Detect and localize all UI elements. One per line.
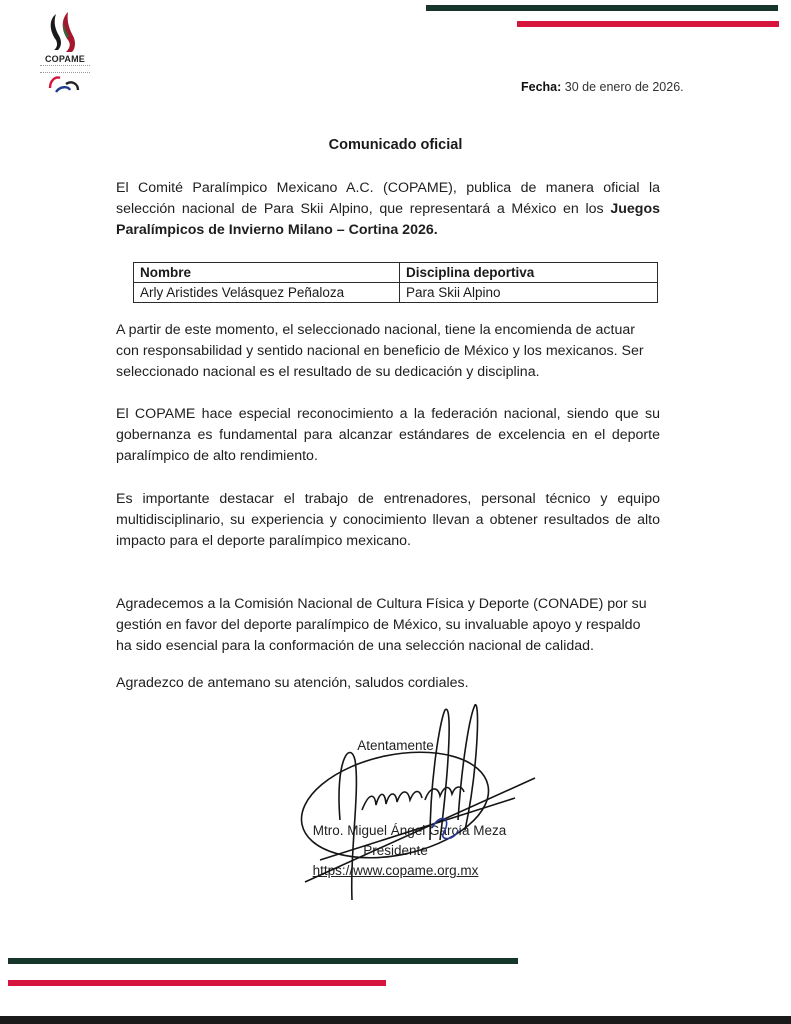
signature-closing: Atentamente [357, 738, 434, 753]
signatory-role: Presidente [363, 843, 428, 858]
header-red-stripe [517, 21, 779, 27]
header-cell-name: Nombre [134, 263, 400, 283]
paralympic-agitos-icon [46, 74, 82, 96]
bottom-edge [0, 1016, 791, 1024]
website-link[interactable]: https://www.copame.org.mx [312, 863, 479, 878]
document-title: Comunicado oficial [328, 137, 463, 153]
intro-event-name: Juegos Paralímpicos de Invierno Milano – Cortina 2026. [116, 201, 660, 238]
handwritten-signature-icon [280, 700, 560, 900]
header-cell-discipline: Disciplina deportiva [400, 263, 658, 283]
footer-green-stripe [8, 958, 518, 964]
footer-red-stripe [8, 980, 386, 986]
paragraph-closing: Agradezco de antemano su atención, saludos cordiales. [116, 675, 469, 691]
paragraph-staff: Es importante destacar el trabajo de entrenadores, personal técnico y equipo multidisciplinario, su experiencia y conocimiento llevan a obtener resultados de alto impacto para el deporte paralímpico mexicano. [116, 491, 660, 549]
date-value: 30 de enero de 2026. [561, 80, 684, 94]
logo-subtitle [40, 65, 90, 73]
intro-text: El Comité Paralímpico Mexicano A.C. (COPAME), publica de manera oficial la selección nacional de Para Skii Alpino, que representará a México en los [116, 180, 660, 217]
date-label: Fecha: [521, 80, 562, 94]
table-header-row [134, 263, 658, 283]
copame-logo [34, 10, 96, 96]
paragraph-responsibility: A partir de este momento, el seleccionado nacional, tiene la encomienda de actuar con responsabilidad y sentido nacional en beneficio de México y los mexicanos. Ser seleccionado nacional es el resultado de su dedicación y disciplina. [116, 322, 644, 380]
header-green-stripe [426, 5, 778, 11]
athlete-table [133, 262, 658, 303]
paragraph-federation: El COPAME hace especial reconocimiento a la federación nacional, siendo que su gobernanza es fundamental para alcanzar estándares de excelencia en el deporte paralímpico de alto rendimiento. [116, 406, 660, 464]
cell-discipline: Para Skii Alpino [400, 283, 658, 303]
cell-athlete-name: Arly Aristides Velásquez Peñaloza [134, 283, 400, 303]
table-row [134, 283, 658, 303]
logo-wordmark: COPAME [44, 54, 86, 64]
intro-paragraph [116, 178, 660, 241]
signatory-name: Mtro. Miguel Ángel García Meza [312, 823, 507, 838]
document-date [521, 80, 684, 94]
flame-emblem-icon [34, 10, 96, 54]
paragraph-conade: Agradecemos a la Comisión Nacional de Cultura Física y Deporte (CONADE) por su gestión en favor del deporte paralímpico de México, su invaluable apoyo y respaldo ha sido esencial para la conformación de una selección nacional de calidad. [116, 596, 647, 654]
